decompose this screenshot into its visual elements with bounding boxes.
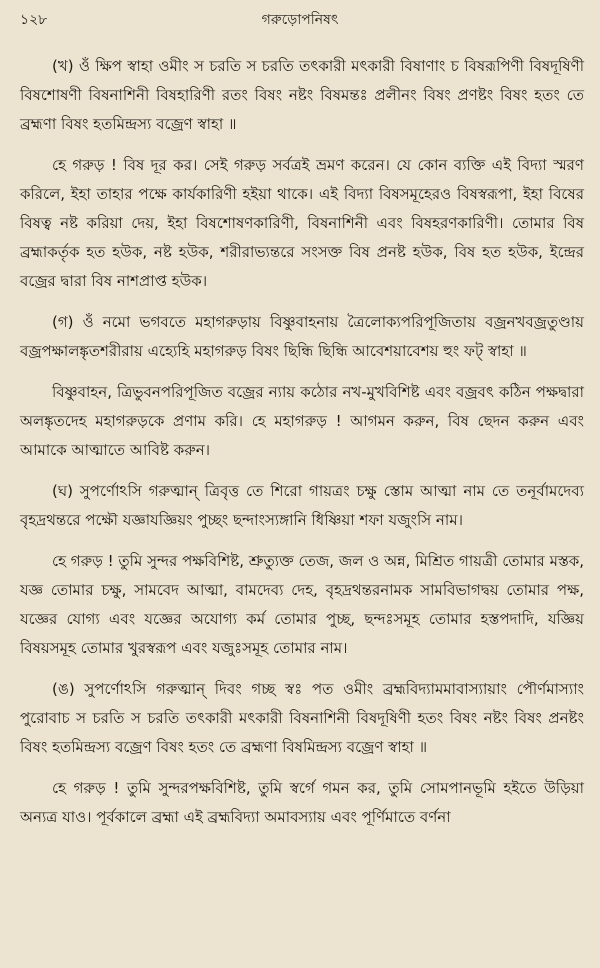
translation-umo: হে গরুড় ! তুমি সুন্দরপক্ষবিশিষ্ট, তুমি স্বর্গে গমন কর, তুমি সোমপানভূমি হইতে উড়িয়া অন্যত্র যাও। পূর্বকালে ব্রহ্মা এই ব্রহ্মবিদ্যা অমাবস্যায় এবং পূর্ণিমাতে বর্ণনা [20,779,584,826]
translation-gha: হে গরুড় ! তুমি সুন্দর পক্ষবিশিষ্ট, শ্রুত্যুক্ত তেজ, জল ও অন্ন, মিশ্রিত গায়ত্রী তোমার মস্তক, যজ্ঞ তোমার চক্ষু, সামবেদ আত্মা, বামদেব্য দেহ, বৃহদ্রথন্তরনামক সামবিভাগদ্বয় তোমার পক্ষ, যজ্ঞের যোগ্য এবং যজ্ঞের অযোগ্য কর্ম তোমার পুচ্ছ, ছন্দঃসমূহ তোমার হস্তপদাদি, যজ্ঞিয় বিষয়সমূহ তোমার খুরস্বরূপ এবং যজুঃসমূহ তোমার নাম। [20,552,584,657]
mantra-gha: (ঘ) সুপর্ণোঽসি গরুত্মান্ ত্রিবৃত্ত তে শিরো গায়ত্রং চক্ষু স্তোম আত্মা নাম তে তনূর্বামদেব্য বৃহদ্রথন্তরে পক্ষৌ যজ্ঞাযজ্ঞিয়ং পুচ্ছং ছন্দাংস্যঙ্গানি ধিষ্ণিয়া শফা যজুংসি নাম। [20,482,584,529]
translation-kha: হে গরুড় ! বিষ দূর কর। সেই গরুড় সর্বত্রই ভ্রমণ করেন। যে কোন ব্যক্তি এই বিদ্যা স্মরণ করিলে, ইহা তাহার পক্ষে কার্যকারিণী হইয়া থাকে। এই বিদ্যা বিষসমূহেরও বিষস্বরূপা, ইহা বিষের বিষত্ব নষ্ট করিয়া দেয়, ইহা বিষশোষণকারিণী, বিষনাশিনী এবং বিষহরণকারিণী। তোমার বিষ ব্রহ্মাকর্তৃক হত হউক, নষ্ট হউক, শরীরাভ্যন্তরে সংসক্ত বিষ প্রনষ্ট হউক, বিষ হত হউক, ইন্দ্রের বজ্রের দ্বারা বিষ নাশপ্রাপ্ত হউক। [20,156,584,290]
mantra-umo: (ঙ) সুপর্ণোঽসি গরুত্মান্ দিবং গচ্ছ স্বঃ পত ওমীং ব্রহ্মবিদ্যামমাবাস্যায়াং পৌর্ণমাস্যাং পুরোবাচ স চরতি স চরতি তৎকারী মৎকারী বিষনাশিনী বিষদূষিণী হতং বিষং নষ্টং বিষং প্রনষ্টং বিষং হতমিন্দ্রস্য বজ্রেণ বিষং হতং তে ব্রহ্মণা বিষমিন্দ্রস্য বজ্রেণ স্বাহা ॥ [20,680,584,756]
translation-ga: বিষ্ণুবাহন, ত্রিভুবনপরিপূজিত বজ্রের ন্যায় কঠোর নখ-মুখবিশিষ্ট এবং বজ্রবৎ কঠিন পক্ষদ্বারা অলঙ্কৃতদেহ মহাগরুড়কে প্রণাম করি। হে মহাগরুড় ! আগমন করুন, বিষ ছেদন করুন এবং আমাকে আত্মাতে আবিষ্ট করুন। [20,383,584,459]
mantra-ga: (গ) ওঁ নমো ভগবতে মহাগরুড়ায় বিষ্ণুবাহনায় ত্রৈলোক্যপরিপূজিতায় বজ্রনখবজ্রতুণ্ডায় বজ্রপক্ষালঙ্কৃতশরীরায় এহ্যেহি মহাগরুড় বিষং ছিন্ধি ছিন্ধি আবেশয়াবেশয় হুং ফট্ স্বাহা ॥ [20,313,584,360]
mantra-kha: (খ) ওঁ ক্ষিপ স্বাহা ওমীং স চরতি স চরতি তৎকারী মৎকারী বিষাণাং চ বিষরূপিণী বিষদূষিণী বিষশোষণী বিষনাশিনী বিষহারিণী রতং বিষং নষ্টং বিষমন্তঃ প্রলীনং বিষং প্রণষ্টং বিষং হতং তে ব্রহ্মণা বিষং হতমিন্দ্রস্য বজ্রেণ স্বাহা ॥ [20,57,584,133]
running-title: গরুড়োপনিষৎ [261,12,339,28]
page-number: ১২৮ [20,12,48,28]
page-header [20,8,580,32]
page-body [20,52,584,844]
